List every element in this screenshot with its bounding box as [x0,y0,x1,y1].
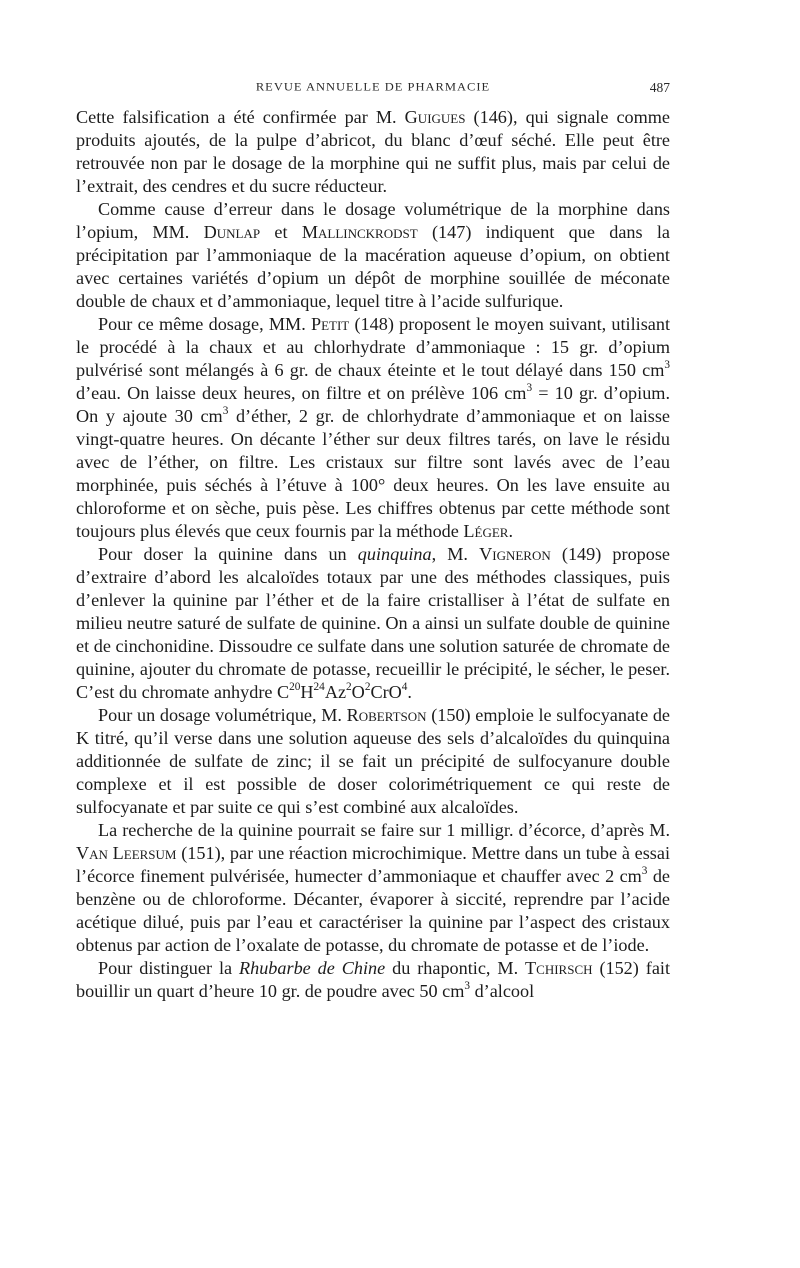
author-name: Robertson [346,705,427,725]
superscript: 3 [664,358,670,371]
text-run: (147) indiquent que dans la précipitation par l’ammoniaque de la macération aqueuse d’opium, on obtient avec certaines variétés d’opium un dépôt de morphine souillée de méconate double de chaux et d’ammoniaque, lequel titre à l’acide sulfurique. [76,222,670,311]
text-run: CrO [370,682,402,702]
text-run: (150) emploie le sulfocyanate de K titré, qu’il verse dans une solution aqueuse des sels d’alcaloïdes du quinquina additionnée de sulfate de zinc; il se fait un précipité de sulfocyanure double complexe et il est possible de doser colorimétriquement ce qui reste de sulfocyanate et par suite ce qui s’est combiné aux alcaloïdes. [76,705,670,817]
text-run: (151), par une réaction microchimique. Mettre dans un tube à essai l’écorce finement pulvérisée, humecter d’ammoniaque et chauffer avec 2 cm [76,843,670,886]
italic-term: Rhubarbe de Chine [239,958,386,978]
superscript: 3 [641,864,648,877]
text-run: Pour distinguer la [98,958,239,978]
text-run: Pour ce même dosage, MM. [98,314,311,334]
text-run: Comme cause d’erreur dans le dosage volumétrique de la morphine dans l’opium, MM. [76,199,670,242]
text-run: de benzène ou de chloroforme. Décanter, évaporer à siccité, reprendre par l’acide acétique dilué, puis par l’eau et caractériser la quinine par l’aspect des cristaux obtenus par action de l’oxalate de potasse, du chromate de potasse et de l’iode. [76,866,670,955]
paragraph [76,198,670,313]
body-text [76,106,670,1003]
paragraph [76,313,670,543]
author-name: Dunlap [203,222,261,242]
text-run: Az [324,682,347,702]
text-run: . [508,521,513,541]
author-name: Guigues [404,107,466,127]
text-run: La recherche de la quinine pourrait se faire sur 1 milligr. d’écorce, d’après M. [98,820,670,840]
author-name: Tchirsch [525,958,593,978]
running-header [76,68,670,94]
superscript: 20 [289,680,301,693]
text-run: du rhapontic, M. [385,958,526,978]
text-run: et [260,222,302,242]
paragraph [76,543,670,704]
superscript: 2 [346,680,352,693]
text-run: = 10 gr. d’opium. On y ajoute 30 cm [76,383,670,426]
italic-term: quinquina [357,544,432,564]
author-name: Léger [463,521,509,541]
text-run: Pour doser la quinine dans un [98,544,358,564]
text-run: Pour un dosage volumétrique, M. [98,705,347,725]
text-run: H [300,682,314,702]
paragraph [76,106,670,198]
text-run: d’alcool [470,981,535,1001]
page-number: 487 [649,80,670,95]
running-title: REVUE ANNUELLE DE PHARMACIE [255,80,491,94]
author-name: Van Leersum [76,843,177,863]
text-run: d’éther, 2 gr. de chlorhydrate d’ammoniaque et on laisse vingt-quatre heures. On décante l’éther sur deux filtres tarés, on lave le résidu avec de l’éther, on filtre. Les cristaux sur filtre sont lavés avec de l’eau morphinée, puis séchés à l’étuve à 100° deux heures. On les lave ensuite au chloroforme et on sèche, puis pèse. Les chiffres obtenus par cette méthode sont toujours plus élevés que ceux fournis par la méthode [76,406,670,541]
superscript: 4 [401,680,408,693]
paragraph [76,704,670,819]
text-run: Cette falsification a été confirmée par M. [76,107,405,127]
superscript: 3 [526,381,533,394]
author-name: Vigneron [479,544,551,564]
superscript: 24 [313,680,325,693]
book-page [76,68,670,1003]
paragraph [76,957,670,1003]
superscript: 3 [222,404,229,417]
text-run: . [407,682,412,702]
superscript: 3 [464,979,471,992]
text-run: (146), qui signale comme produits ajoutés, de la pulpe d’abricot, du blanc d’œuf séché. Elle peut être retrouvée non par le dosage de la morphine qui ne suffit plus, mais par celui de l’extrait, des cendres et du sucre réducteur. [76,107,670,196]
text-run: (152) fait bouillir un quart d’heure 10 gr. de poudre avec 50 cm [76,958,670,1001]
text-run: (149) propose d’extraire d’abord les alcaloïdes totaux par une des méthodes classiques, puis d’enlever la quinine par l’éther et de la faire cristalliser à l’état de sulfate en milieu neutre saturé de sulfate de quinine. On a ainsi un sulfate double de quinine et de cinchonidine. Dissoudre ce sulfate dans une solution saturée de chromate de quinine, ajouter du chromate de potasse, recueillir le précipité, le sécher, le peser. C’est du chromate anhydre C [76,544,671,702]
author-name: Petit [310,314,350,334]
author-name: Mallinckrodst [301,222,418,242]
text-run: , M. [431,544,480,564]
text-run: O [351,682,365,702]
text-run: (148) proposent le moyen suivant, utilisant le procédé à la chaux et au chlorhydrate d’ammoniaque : 15 gr. d’opium pulvérisé sont mélangés à 6 gr. de chaux éteinte et le tout délayé dans 150 cm [76,314,671,380]
paragraph [76,819,670,957]
text-run: d’eau. On laisse deux heures, on filtre et on prélève 106 cm [76,383,527,403]
superscript: 2 [364,680,371,693]
